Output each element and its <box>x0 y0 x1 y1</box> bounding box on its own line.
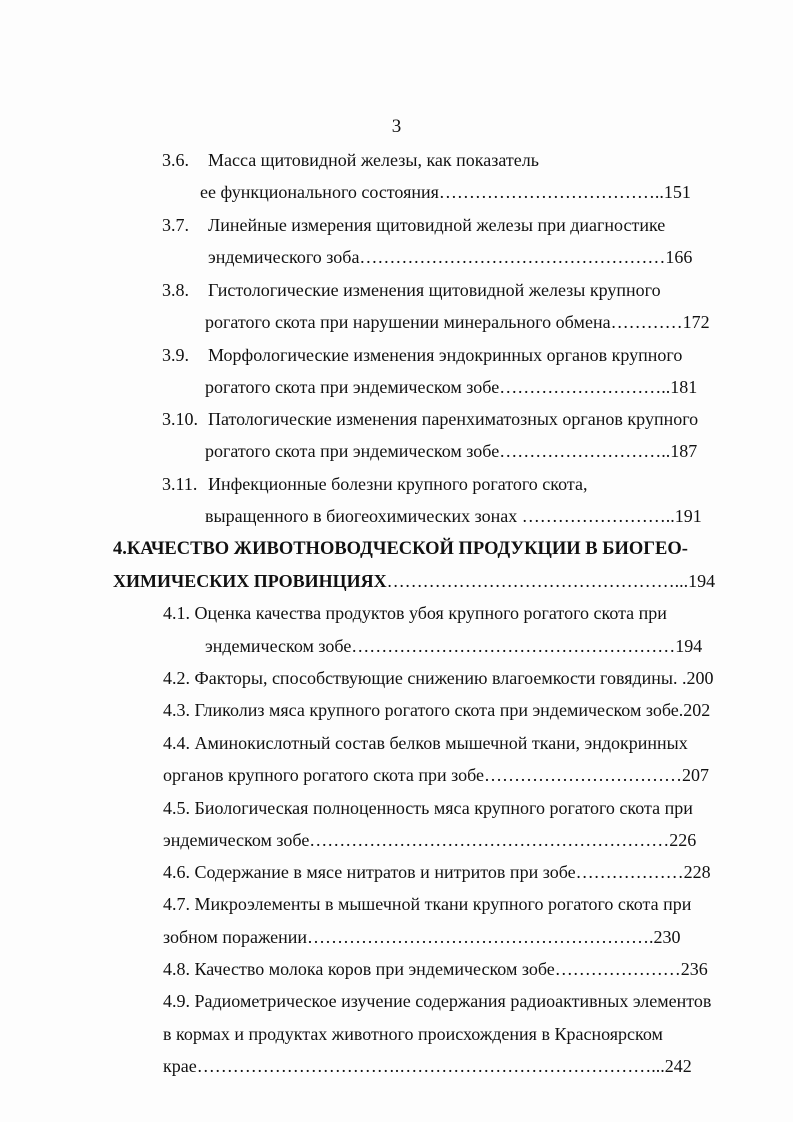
toc-number-3-9: 3.9. <box>162 345 189 365</box>
toc-entry-4-1-cont: эндемическом зобе………………………………………………194 <box>205 636 703 656</box>
toc-entry-3-8-cont: рогатого скота при нарушении минерального обмена…………172 <box>205 312 710 332</box>
toc-entry-4-2: 4.2. Факторы, способствующие снижению влагоемкости говядины. .200 <box>163 668 714 688</box>
toc-entry-4-3: 4.3. Гликолиз мяса крупного рогатого скота при эндемическом зобе.202 <box>163 700 711 720</box>
chapter-4-heading-cont <box>113 569 715 593</box>
toc-entry-3-6-cont: ее функционального состояния………………………………..151 <box>200 182 691 202</box>
toc-number-3-10: 3.10. <box>162 409 198 429</box>
toc-entry-4-9-cont: в кормах и продуктах животного происхождения в Красноярском <box>163 1024 663 1044</box>
toc-title-3-9: Морфологические изменения эндокринных органов крупного <box>208 345 683 365</box>
chapter-4-heading: 4.КАЧЕСТВО ЖИВОТНОВОДЧЕСКОЙ ПРОДУКЦИИ В БИОГЕО- <box>113 539 688 559</box>
toc-entry-4-9: 4.9. Радиометрическое изучение содержания радиоактивных элементов <box>163 991 712 1011</box>
toc-entry-4-4: 4.4. Аминокислотный состав белков мышечной ткани, эндокринных <box>163 733 688 753</box>
toc-entry-3-9-cont: рогатого скота при эндемическом зобе………………………..181 <box>205 377 698 397</box>
toc-entry-4-9-cont2: крае…………………………….……………………………………...242 <box>163 1056 692 1076</box>
toc-entry-3-10-cont: рогатого скота при эндемическом зобе………………………..187 <box>205 441 698 461</box>
chapter-4-heading-bold: ХИМИЧЕСКИХ ПРОВИНЦИЯХ <box>113 571 387 591</box>
toc-entry-4-7-cont: зобном поражении………………………………………………….230 <box>163 927 681 947</box>
toc-title-3-10: Патологические изменения паренхиматозных органов крупного <box>208 409 699 429</box>
toc-title-3-8: Гистологические изменения щитовидной железы крупного <box>208 280 661 300</box>
toc-number-3-8: 3.8. <box>162 280 189 300</box>
toc-number-3-11: 3.11. <box>162 474 198 494</box>
toc-entry-4-4-cont: органов крупного рогатого скота при зобе……………………………207 <box>163 765 710 785</box>
toc-entry-4-6: 4.6. Содержание в мясе нитратов и нитритов при зобе………………228 <box>163 862 711 882</box>
toc-title-3-11: Инфекционные болезни крупного рогатого скота, <box>208 474 588 494</box>
page-number: 3 <box>391 116 402 137</box>
toc-entry-3-11-cont: выращенного в биогеохимических зонах ……………………..191 <box>205 506 702 526</box>
toc-title-3-6: Масса щитовидной железы, как показатель <box>208 150 539 170</box>
toc-entry-4-5: 4.5. Биологическая полноценность мяса крупного рогатого скота при <box>163 798 693 818</box>
toc-entry-4-7: 4.7. Микроэлементы в мышечной ткани крупного рогатого скота при <box>163 894 692 914</box>
toc-title-3-7: Линейные измерения щитовидной железы при диагностике <box>208 215 666 235</box>
toc-entry-4-8: 4.8. Качество молока коров при эндемическом зобе…………………236 <box>163 959 708 979</box>
toc-number-3-7: 3.7. <box>162 215 189 235</box>
chapter-4-leader: …………………………………………...194 <box>386 571 716 591</box>
toc-entry-3-7-cont: эндемического зоба……………………………………………166 <box>208 247 693 267</box>
toc-number-3-6: 3.6. <box>162 150 189 170</box>
toc-entry-4-1: 4.1. Оценка качества продуктов убоя крупного рогатого скота при <box>163 603 667 623</box>
toc-entry-4-5-cont: эндемическом зобе……………………………………………………226 <box>163 830 697 850</box>
